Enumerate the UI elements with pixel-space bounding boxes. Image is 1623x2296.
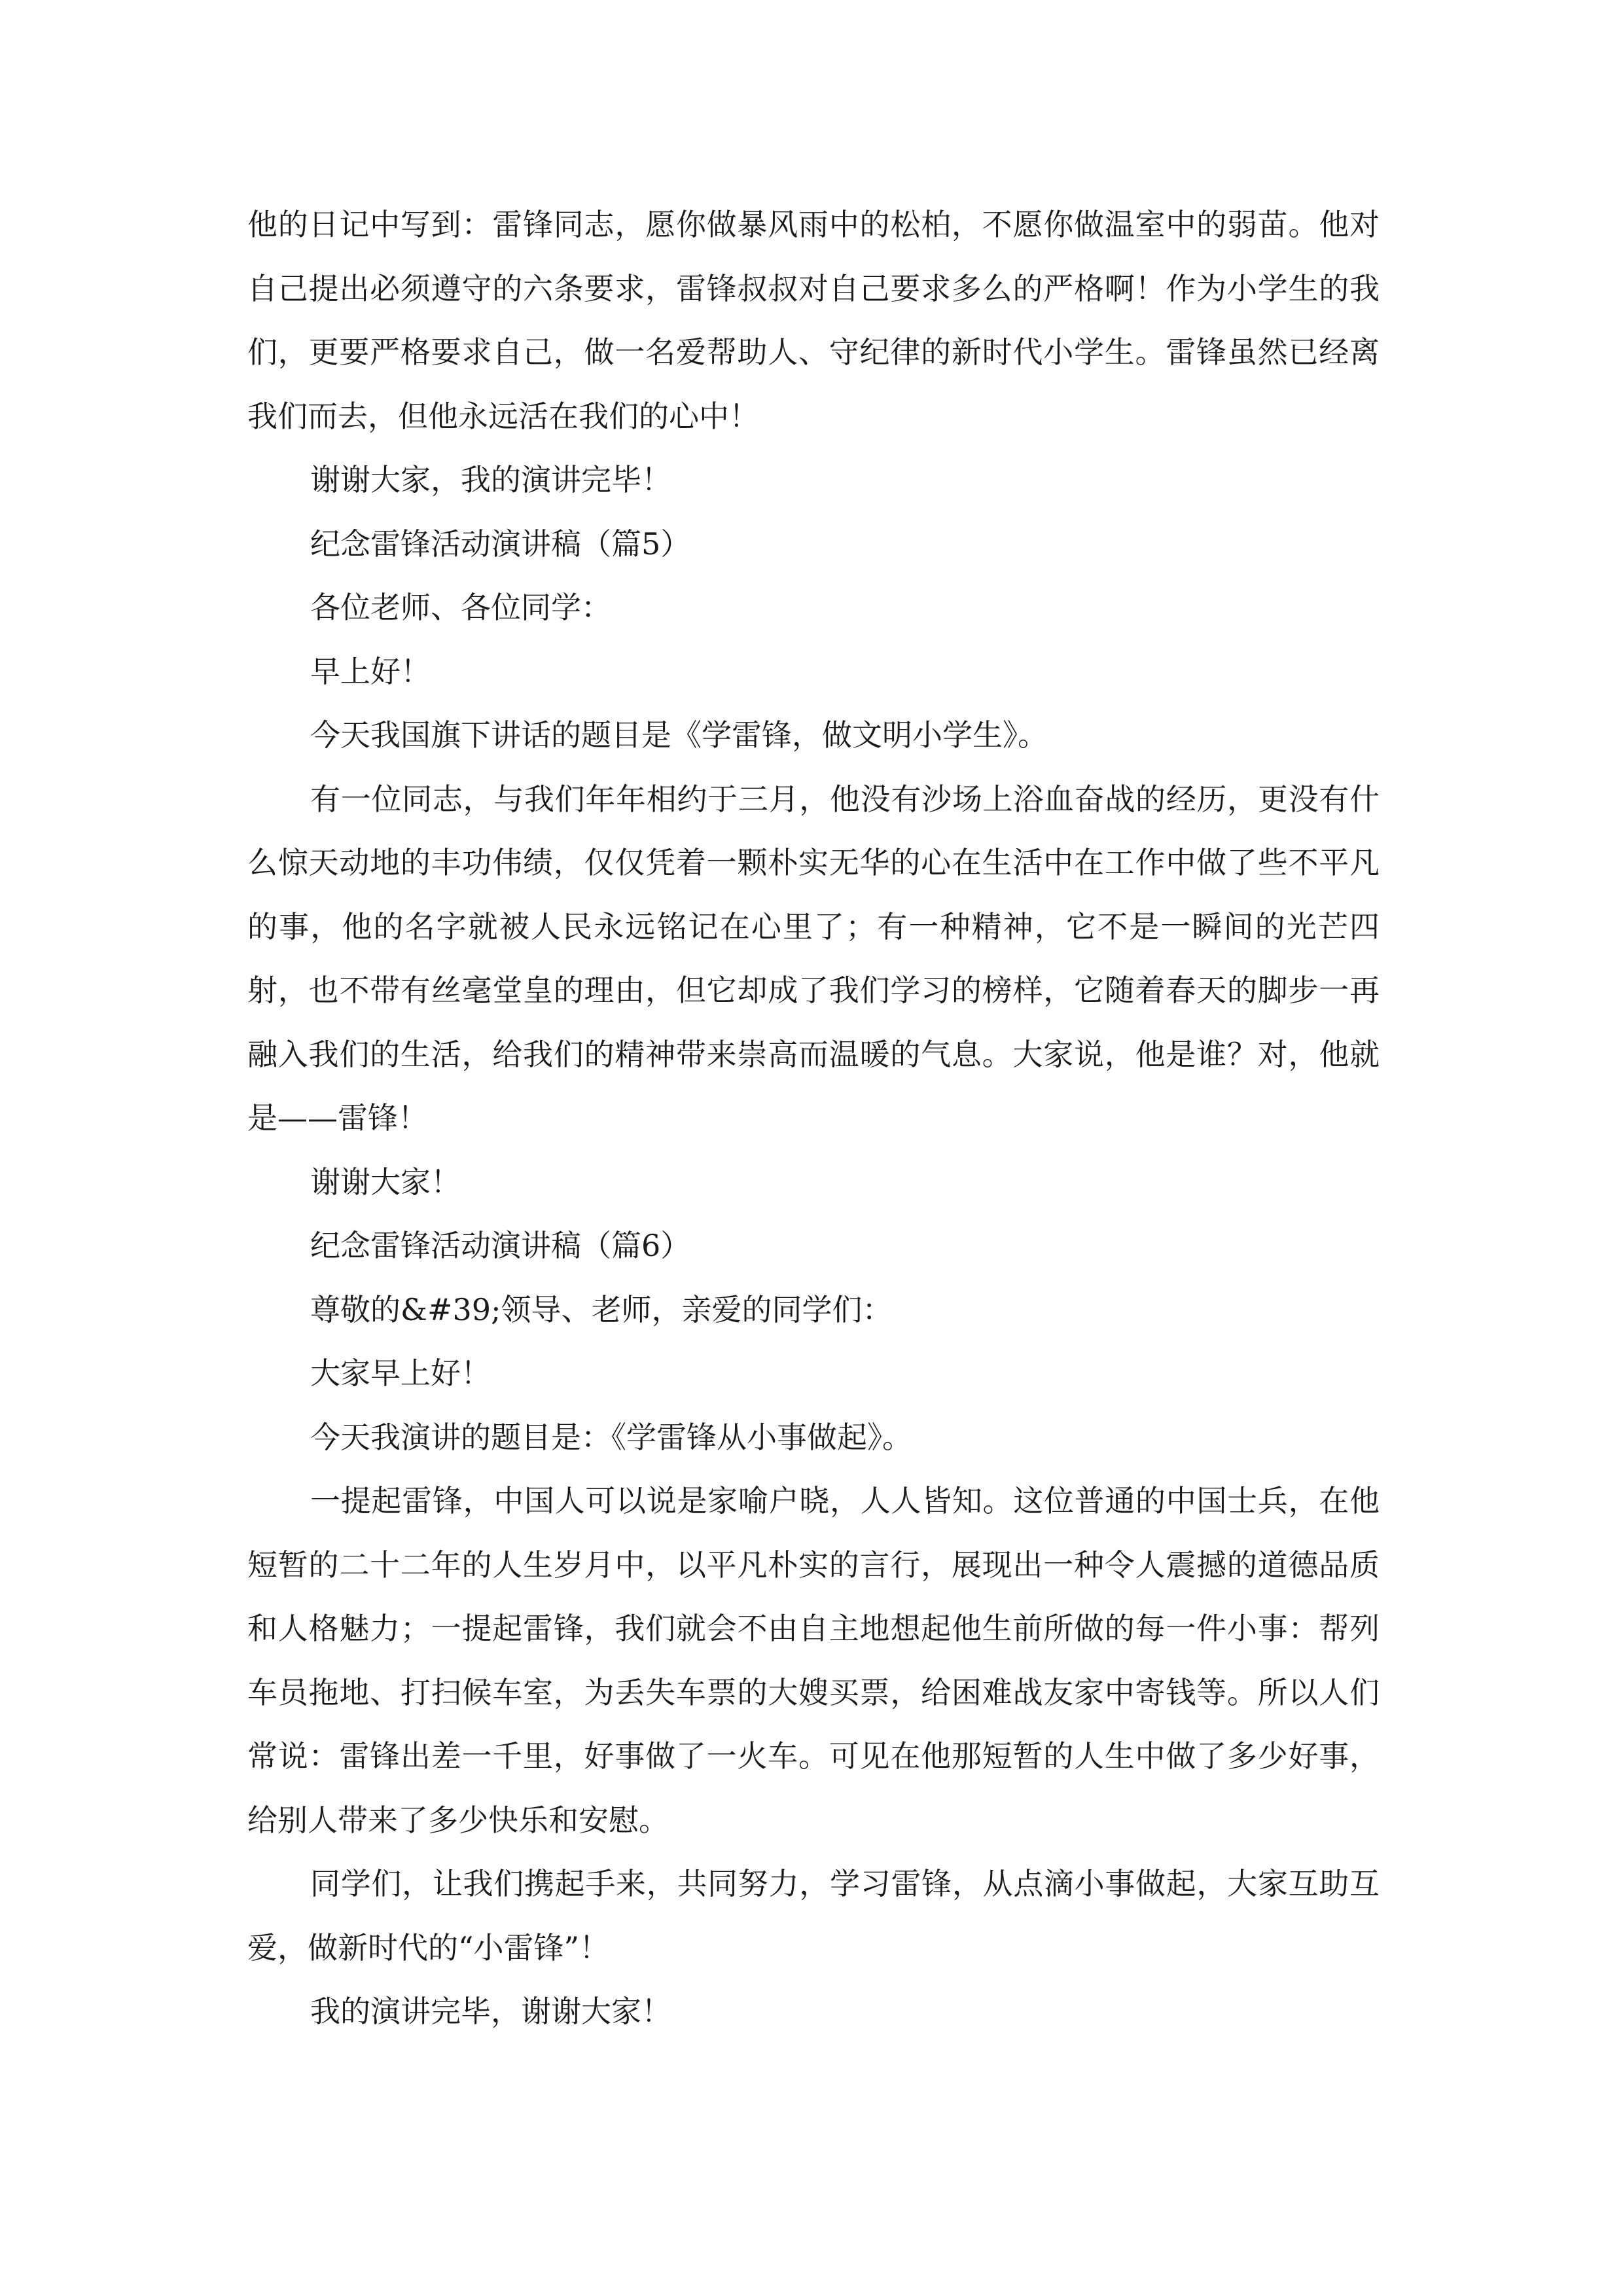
salutation-5: 各位老师、各位同学：: [310, 590, 611, 625]
speech-topic-6: 今天我演讲的题目是：《学雷锋从小事做起》。: [310, 1419, 912, 1455]
paragraph-body-6: 一提起雷锋，中国人可以说是家喻户晓，人人皆知。这位普通的中国士兵，在他短暂的二十二年的人生岁月中，以平凡朴实的言行，展现出一种令人震撼的道德品质和人格魅力；一提起雷锋，我们就会不由自主地想起他生前所做的每一件小事：帮列车员拖地、打扫候车室，为丢失车票的大嫂买票，给困难战友家中寄钱等。所以人们常说：雷锋出差一千里，好事做了一火车。可见在他那短暂的人生中做了多少好事，给别人带来了多少快乐和安慰。: [247, 1483, 1380, 1838]
speech-topic-5: 今天我国旗下讲话的题目是《学雷锋，做文明小学生》。: [310, 717, 1048, 753]
paragraph-diary-quote: 他的日记中写到：雷锋同志，愿你做暴风雨中的松柏，不愿你做温室中的弱苗。他对自己提出必须遵守的六条要求，雷锋叔叔对自己要求多么的严格啊！作为小学生的我们，更要严格要求自己，做一名爱帮助人、守纪律的新时代小学生。雷锋虽然已经离我们而去，但他永远活在我们的心中！: [247, 207, 1380, 434]
paragraph-thanks-1: 谢谢大家，我的演讲完毕！: [310, 462, 671, 497]
greeting-5: 早上好！: [310, 653, 431, 689]
paragraph-thanks-2: 谢谢大家！: [310, 1164, 461, 1200]
paragraph-body-5: 有一位同志，与我们年年相约于三月，他没有沙场上浴血奋战的经历，更没有什么惊天动地的丰功伟绩，仅仅凭着一颗朴实无华的心在生活中在工作中做了些不平凡的事，他的名字就被人民永远铭记在心里了；有一种精神，它不是一瞬间的光芒四射，也不带有丝毫堂皇的理由，但它却成了我们学习的榜样，它随着春天的脚步一再融入我们的生活，给我们的精神带来崇高而温暖的气息。大家说，他是谁？对，他就是——雷锋！: [247, 781, 1380, 1136]
section-heading-5: 纪念雷锋活动演讲稿（篇5）: [310, 526, 691, 562]
salutation-6: 尊敬的&#39;领导、老师，亲爱的同学们：: [310, 1291, 893, 1327]
paragraph-closing: 我的演讲完毕，谢谢大家！: [310, 1994, 671, 2029]
document-body: [247, 193, 1380, 2044]
paragraph-call-to-action: 同学们，让我们携起手来，共同努力，学习雷锋，从点滴小事做起，大家互助互爱，做新时代的“小雷锋”！: [247, 1866, 1380, 1965]
greeting-6: 大家早上好！: [310, 1355, 491, 1391]
section-heading-6: 纪念雷锋活动演讲稿（篇6）: [310, 1228, 691, 1263]
